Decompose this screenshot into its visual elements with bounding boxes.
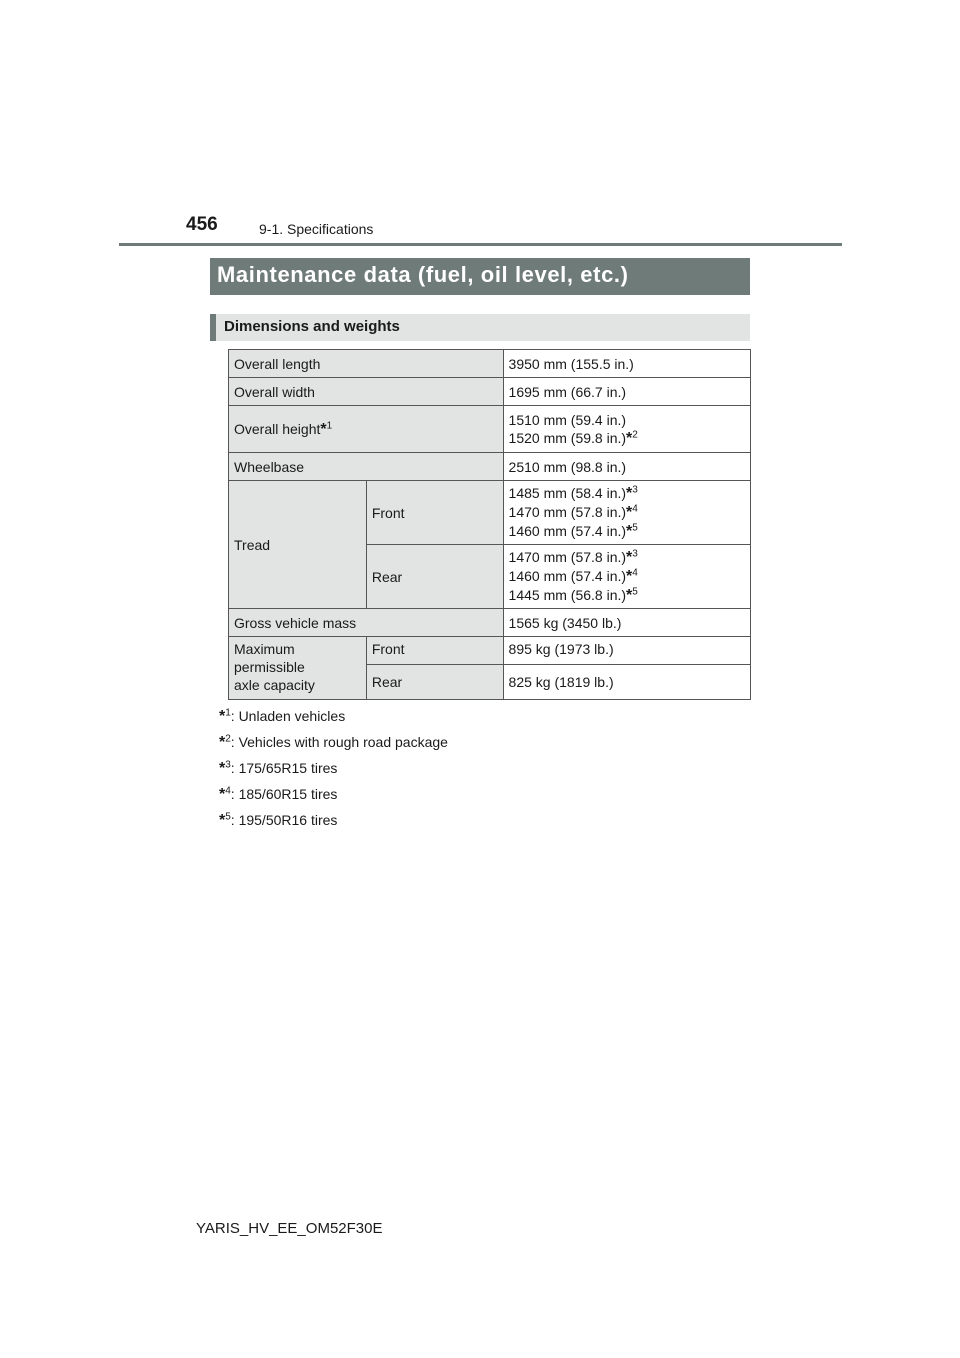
footnote-mark: 2 [225, 733, 231, 745]
footnote-mark: 3 [225, 759, 231, 771]
sub-label: Rear [366, 665, 503, 700]
footnote-mark: 4 [632, 503, 638, 515]
value-line: 1510 mm (59.4 in.) [508, 411, 627, 428]
footnote [219, 705, 448, 731]
footnote-asterisk: * [219, 708, 226, 725]
footnote-mark: 1 [225, 707, 231, 719]
row-value [503, 406, 750, 453]
page-title: Maintenance data (fuel, oil level, etc.) [210, 258, 750, 295]
footnote [219, 757, 448, 783]
header-rule [119, 243, 842, 246]
footnote-asterisk: * [626, 587, 633, 604]
footnote-mark: 1 [326, 419, 333, 431]
dimensions-table [228, 349, 751, 700]
row-value: 3950 mm (155.5 in.) [503, 350, 750, 378]
footnote-mark: 4 [225, 785, 231, 797]
footnote [219, 731, 448, 757]
footnote-asterisk: * [626, 485, 633, 502]
label-line: Maximum [234, 641, 295, 657]
footnote-text: : Unladen vehicles [230, 708, 346, 724]
row-value: 895 kg (1973 lb.) [503, 637, 750, 665]
footnote-mark: 2 [632, 428, 638, 440]
label-line: axle capacity [234, 677, 315, 693]
footnotes [219, 705, 448, 835]
label-line: permissible [234, 659, 305, 675]
row-label: Overall length [229, 350, 504, 378]
value-line: 1520 mm (59.8 in.)*$^2$ [508, 428, 638, 447]
value-line: 1485 mm (58.4 in.)*$^3$ [508, 484, 638, 502]
row-label [229, 406, 504, 453]
value-line: 1470 mm (57.8 in.)*$^4$ [508, 503, 638, 521]
footnote-asterisk: * [626, 429, 633, 447]
footnote-text: : 195/50R16 tires [230, 812, 338, 828]
footnote-asterisk: * [320, 420, 327, 438]
row-label: Wheelbase [229, 453, 504, 481]
sub-label: Rear [366, 545, 503, 609]
footnote-asterisk: * [626, 549, 633, 566]
row-value [503, 545, 750, 609]
footnote-asterisk: * [626, 504, 633, 521]
value-line: 1445 mm (56.8 in.)*$^5$ [508, 586, 638, 604]
sub-label: Front [366, 637, 503, 665]
footnote-asterisk: * [219, 760, 226, 777]
row-value: 1565 kg (3450 lb.) [503, 609, 750, 637]
footnote-mark: 4 [632, 567, 638, 579]
section-label: 9-1. Specifications [259, 221, 374, 237]
table-row [229, 481, 751, 545]
row-label: Gross vehicle mass [229, 609, 504, 637]
table-row [229, 637, 751, 665]
row-value: 2510 mm (98.8 in.) [503, 453, 750, 481]
footnote-mark: 5 [632, 522, 638, 534]
footnote-mark: 3 [632, 484, 638, 496]
footnote-asterisk: * [626, 523, 633, 540]
footnote-text: : 185/60R15 tires [230, 786, 338, 802]
table-row [229, 453, 751, 481]
table-row [229, 350, 751, 378]
row-value: 1695 mm (66.7 in.) [503, 378, 750, 406]
document-code: YARIS_HV_EE_OM52F30E [196, 1220, 383, 1237]
footnote-asterisk: * [219, 734, 226, 751]
table-row [229, 406, 751, 453]
footnote-text: : 175/65R15 tires [230, 760, 338, 776]
footnote-asterisk: * [219, 812, 226, 829]
row-label: Overall width [229, 378, 504, 406]
table-row [229, 378, 751, 406]
footnote-asterisk: * [219, 786, 226, 803]
footnote-asterisk: * [626, 568, 633, 585]
row-value [503, 481, 750, 545]
sub-label: Front [366, 481, 503, 545]
footnote-text: : Vehicles with rough road package [230, 734, 448, 750]
row-label [229, 637, 367, 700]
footnote-mark: 5 [225, 811, 231, 823]
row-value: 825 kg (1819 lb.) [503, 665, 750, 700]
footnote-mark: 5 [632, 586, 638, 598]
row-label: Tread [229, 481, 367, 609]
table-row [229, 609, 751, 637]
footnote [219, 783, 448, 809]
page-number: 456 [186, 214, 218, 235]
value-line: 1470 mm (57.8 in.)*$^3$ [508, 548, 638, 566]
footnote-mark: 3 [632, 548, 638, 560]
value-line: 1460 mm (57.4 in.)*$^5$ [508, 522, 638, 540]
section-subtitle: Dimensions and weights [210, 314, 750, 341]
value-line: 1460 mm (57.4 in.)*$^4$ [508, 567, 638, 585]
row-label-text: Overall height [234, 420, 321, 437]
footnote [219, 809, 448, 835]
